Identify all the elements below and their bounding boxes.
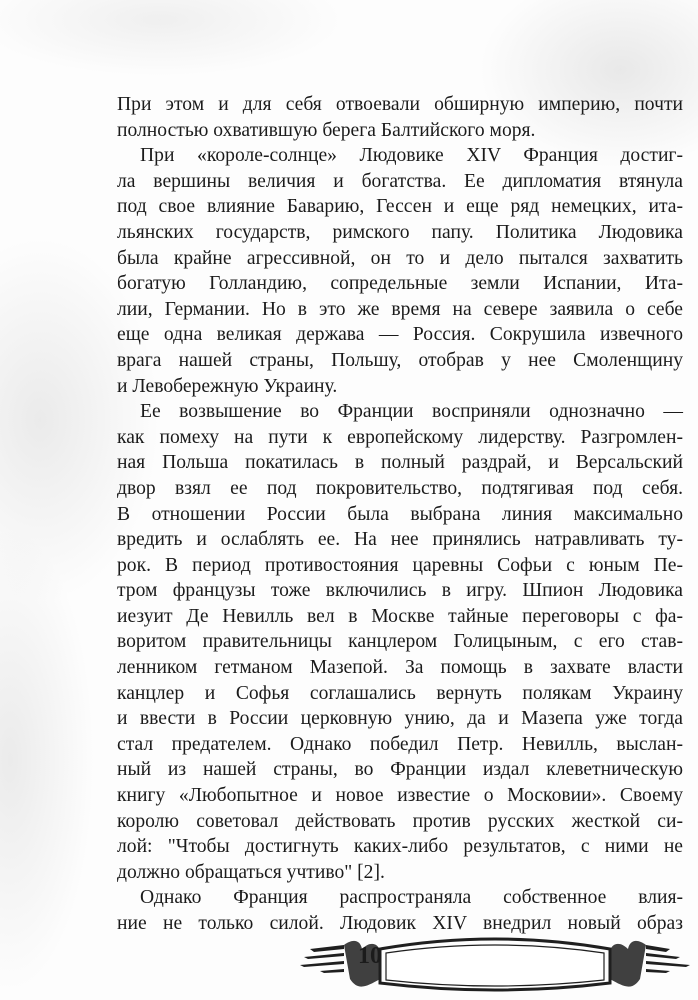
text-line: При этом и для себя отвоевали обширную империю, почти [117, 94, 683, 115]
text-line: ла вершины величия и богатства. Ее дипломатия втянула [117, 170, 683, 192]
text-line: При «короле-солнце» Людовике XIV Франция достиг- [140, 145, 683, 167]
text-line: врага нашей страны, Польшу, отобрав у нее Смоленщину [117, 349, 683, 371]
page-number: 10 [358, 943, 382, 969]
text-line: и Левобережную Украину. [117, 375, 338, 397]
text-line: должно обращаться учтиво" [2]. [117, 861, 385, 883]
text-line: под свое влияние Баварию, Гессен и еще ряд немецких, ита- [117, 196, 683, 218]
text-line: еще одна великая держава — Россия. Сокрушила извечного [117, 324, 683, 346]
text-line: ние не только силой. Людовик XIV внедрил новый образ [117, 913, 683, 934]
text-line: Ее возвышение во Франции восприняли однозначно — [140, 401, 683, 423]
text-line: ленником гетманом Мазепой. За помощь в захвате власти [117, 657, 683, 679]
text-line: рок. В период противостояния царевны Софьи с юным Пе- [117, 554, 683, 576]
text-line: В отношении России была выбрана линия максимально [117, 503, 683, 525]
text-line: стал предателем. Однако победил Петр. Невилль, выслан- [117, 733, 683, 755]
text-line: льянских государств, римского папу. Политика Людовика [117, 221, 683, 243]
text-line: королю советовал действовать против русских жесткой си- [117, 810, 683, 832]
text-line: лой: "Чтобы достигнуть каких-либо результатов, с ними не [117, 836, 683, 858]
text-line: полностью охватившую берега Балтийского моря. [117, 119, 536, 141]
text-line: ный из нашей страны, во Франции издал клеветническую [117, 759, 683, 781]
text-line: была крайне агрессивной, он то и дело пытался захватить [117, 247, 683, 269]
text-line: двор взял ее под покровительство, подтягивая под себя. [117, 477, 683, 499]
text-line: канцлер и Софья соглашались вернуть полякам Украину [117, 682, 683, 704]
text-line: иезуит Де Невилль вел в Москве тайные переговоры с фа- [117, 605, 683, 627]
text-line: ная Польша покатилась в полный раздрай, и Версальский [117, 452, 683, 474]
text-line: богатую Голландию, сопредельные земли Испании, Ита- [117, 273, 683, 295]
text-line: как помеху на пути к европейскому лидерству. Разгромлен- [117, 426, 683, 448]
text-line: Однако Франция распространяла собственное влия- [140, 887, 683, 909]
text-line: воритом правительницы канцлером Голицыным, с его став- [117, 631, 683, 653]
body-text [117, 92, 683, 937]
text-line: и ввести в России церковную унию, да и Мазепа уже тогда [117, 708, 683, 730]
text-line: тром французы тоже включились в игру. Шпион Людовика [117, 580, 683, 602]
text-line: лии, Германии. Но в это же время на севере заявила о себе [117, 298, 683, 320]
text-line: вредить и ослаблять ее. На нее принялись натравливать ту- [117, 529, 683, 551]
text-line: книгу «Любопытное и новое известие о Московии». Своему [117, 785, 683, 807]
